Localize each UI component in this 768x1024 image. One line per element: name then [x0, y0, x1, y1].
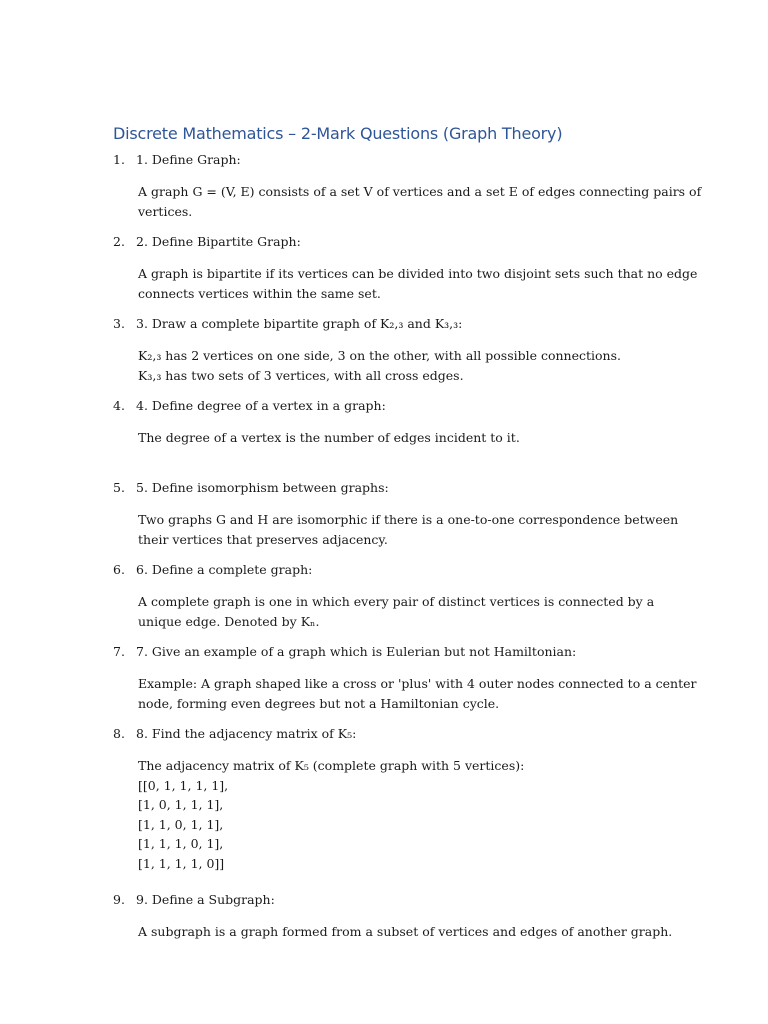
- document-title: Discrete Mathematics – 2-Mark Questions (Graph Theory): [113, 124, 563, 143]
- answer-text: [138, 510, 679, 549]
- question-item: [0, 560, 768, 642]
- answer-line: node, forming even degrees but not a Hamiltonian cycle.: [138, 695, 500, 711]
- question-text: 1. Define Graph:: [136, 152, 241, 167]
- question-text: 9. Define a Subgraph:: [136, 892, 275, 907]
- matrix-row: [[0, 1, 1, 1, 1],: [138, 777, 229, 793]
- answer-line: K₃,₃ has two sets of 3 vertices, with all cross edges.: [138, 367, 464, 383]
- question-item: [0, 232, 768, 314]
- question-text: 3. Draw a complete bipartite graph of K₂,₃ and K₃,₃:: [136, 316, 463, 331]
- question-item: [0, 314, 768, 396]
- question-item: [0, 890, 768, 972]
- answer-line: A subgraph is a graph formed from a subset of vertices and edges of another graph.: [138, 924, 673, 939]
- question-number: 9.: [113, 892, 125, 907]
- question-number: 3.: [113, 316, 125, 331]
- answer-text: [138, 182, 702, 221]
- question-item: [0, 478, 768, 560]
- answer-line: vertices.: [138, 203, 193, 219]
- question-number: 1.: [113, 152, 125, 167]
- answer-line: Example: A graph shaped like a cross or 'plus' with 4 outer nodes connected to a center: [138, 676, 697, 691]
- question-item: [0, 642, 768, 724]
- question-text: 7. Give an example of a graph which is Eulerian but not Hamiltonian:: [136, 644, 577, 659]
- answer-text: [138, 674, 697, 713]
- answer-line: A graph is bipartite if its vertices can be divided into two disjoint sets such that no edge: [138, 266, 698, 281]
- question-text: 4. Define degree of a vertex in a graph:: [136, 398, 386, 413]
- question-number: 8.: [113, 726, 125, 741]
- answer-text: [138, 428, 658, 448]
- question-item: [0, 724, 768, 890]
- question-text: 2. Define Bipartite Graph:: [136, 234, 301, 249]
- answer-text: [138, 922, 673, 942]
- answer-line: The degree of a vertex is the number of edges incident to it.: [138, 430, 520, 445]
- question-list: [0, 150, 768, 972]
- answer-line: A complete graph is one in which every pair of distinct vertices is connected by a: [138, 594, 655, 609]
- question-number: 6.: [113, 562, 125, 577]
- question-number: 7.: [113, 644, 125, 659]
- question-text: 6. Define a complete graph:: [136, 562, 313, 577]
- answer-text: [138, 264, 698, 303]
- question-text: 5. Define isomorphism between graphs:: [136, 480, 389, 495]
- question-number: 2.: [113, 234, 125, 249]
- matrix-row: [1, 0, 1, 1, 1],: [138, 797, 224, 812]
- answer-text: [138, 756, 658, 873]
- matrix-row: [1, 1, 0, 1, 1],: [138, 816, 224, 832]
- answer-line: K₂,₃ has 2 vertices on one side, 3 on the other, with all possible connections.: [138, 348, 621, 363]
- answer-line: The adjacency matrix of K₅ (complete graph with 5 vertices):: [138, 758, 525, 773]
- matrix-row: [1, 1, 1, 1, 0]]: [138, 855, 225, 871]
- question-text: 8. Find the adjacency matrix of K₅:: [136, 726, 357, 741]
- answer-text: [138, 592, 658, 631]
- answer-line: their vertices that preserves adjacency.: [138, 531, 388, 547]
- matrix-row: [1, 1, 1, 0, 1],: [138, 836, 224, 851]
- question-number: 4.: [113, 398, 125, 413]
- answer-line: connects vertices within the same set.: [138, 285, 381, 301]
- answer-line: Two graphs G and H are isomorphic if there is a one-to-one correspondence between: [138, 512, 679, 527]
- question-item: [0, 396, 768, 478]
- question-number: 5.: [113, 480, 125, 495]
- question-item: [0, 150, 768, 232]
- answer-text: [138, 346, 658, 385]
- answer-line: A graph G = (V, E) consists of a set V of vertices and a set E of edges connecting pairs of: [138, 184, 702, 199]
- answer-line: unique edge. Denoted by Kₙ.: [138, 613, 320, 629]
